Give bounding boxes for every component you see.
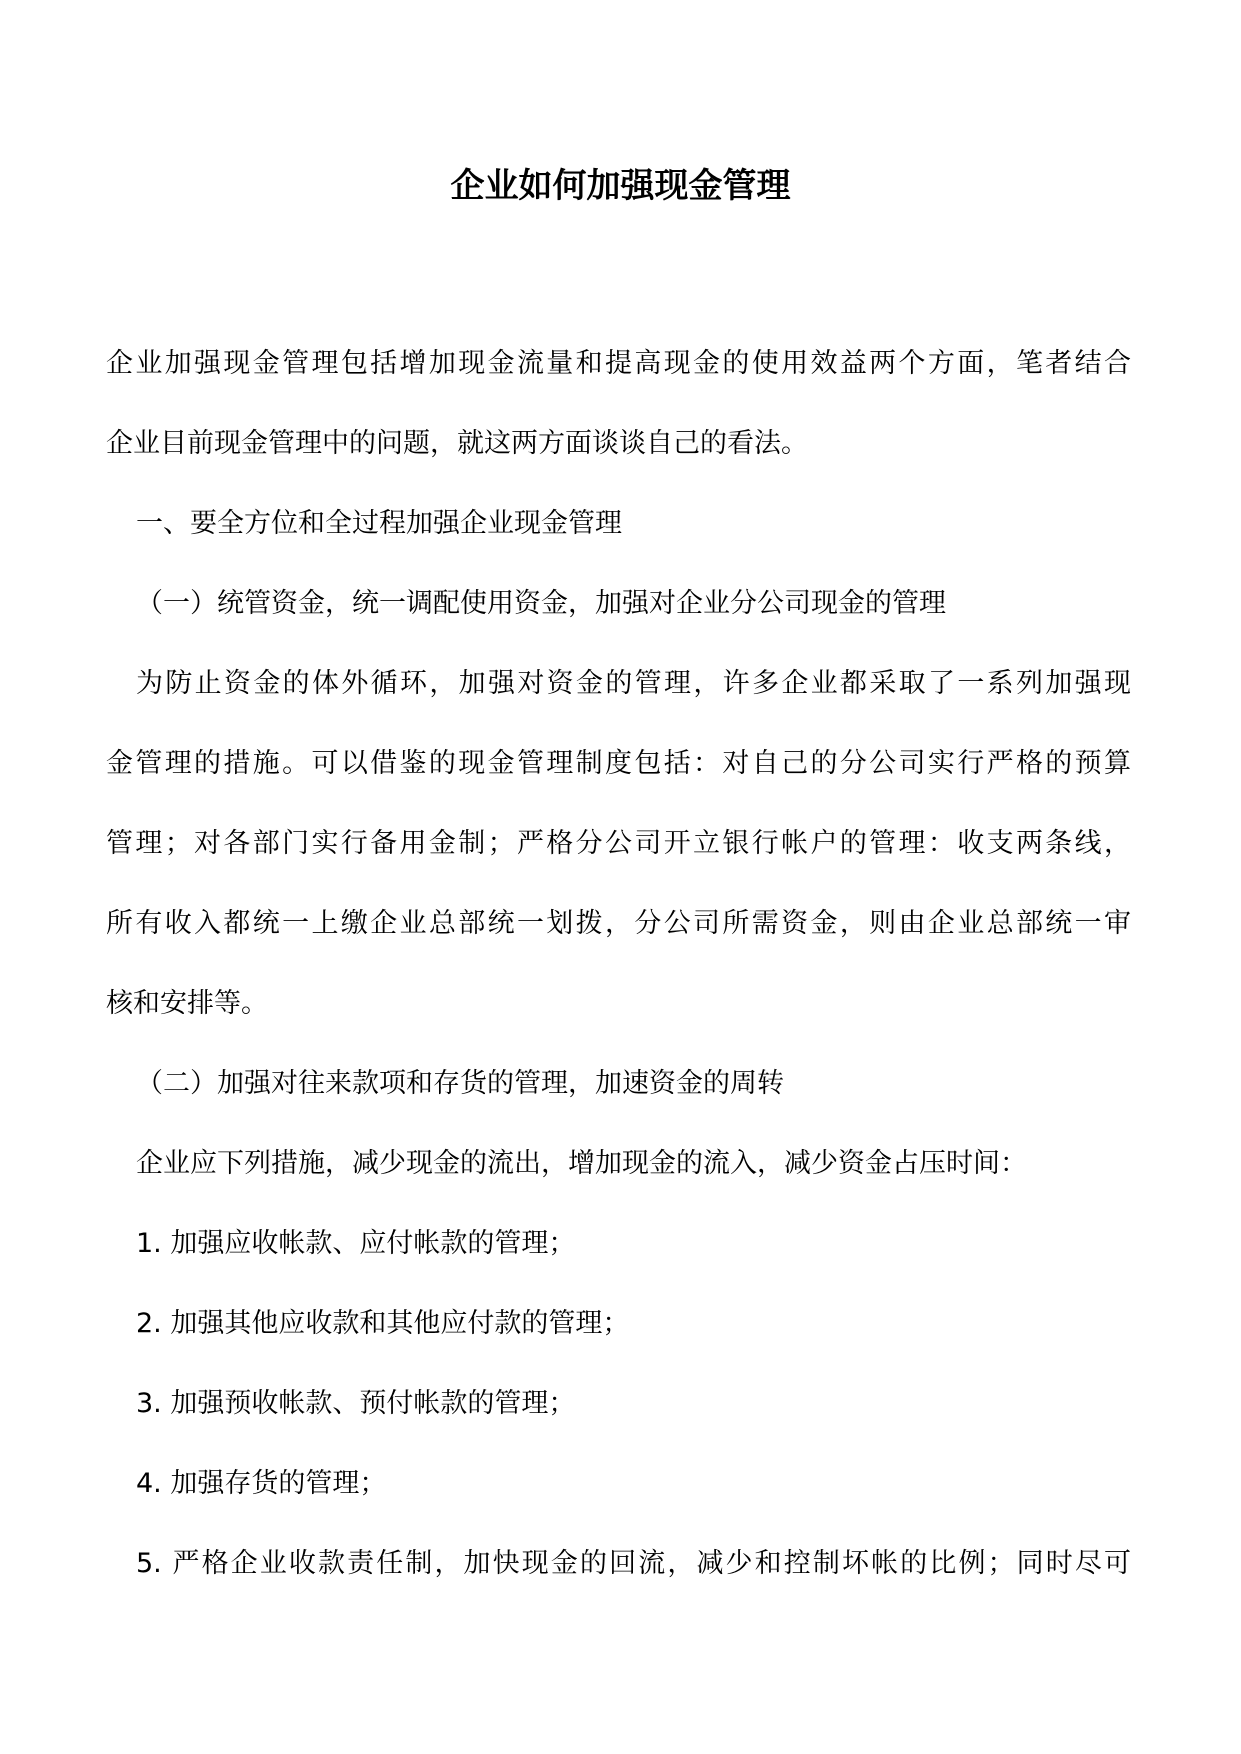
subsection-heading: （二）加强对往来款项和存货的管理，加速资金的周转: [136, 1068, 784, 1099]
paragraph-line: 金管理的措施。可以借鉴的现金管理制度包括：对自己的分公司实行严格的预算: [106, 748, 1131, 779]
section-heading: 一、要全方位和全过程加强企业现金管理: [136, 508, 622, 539]
paragraph-line: 核和安排等。: [106, 988, 268, 1019]
list-item: 3. 加强预收帐款、预付帐款的管理；: [136, 1388, 576, 1419]
paragraph-line: 管理；对各部门实行备用金制；严格分公司开立银行帐户的管理：收支两条线，: [106, 828, 1131, 859]
document-title: 企业如何加强现金管理: [450, 166, 791, 206]
list-item: 5. 严格企业收款责任制，加快现金的回流，减少和控制坏帐的比例；同时尽可: [136, 1548, 1131, 1579]
paragraph-line: 企业目前现金管理中的问题，就这两方面谈谈自己的看法。: [106, 428, 808, 459]
paragraph-line: 企业加强现金管理包括增加现金流量和提高现金的使用效益两个方面，笔者结合: [106, 348, 1131, 379]
paragraph-line: 企业应下列措施，减少现金的流出，增加现金的流入，减少资金占压时间：: [136, 1148, 1027, 1179]
list-item: 1. 加强应收帐款、应付帐款的管理；: [136, 1228, 576, 1259]
list-item: 2. 加强其他应收款和其他应付款的管理；: [136, 1308, 630, 1339]
list-item: 4. 加强存货的管理；: [136, 1468, 387, 1499]
subsection-heading: （一）统管资金，统一调配使用资金，加强对企业分公司现金的管理: [136, 588, 946, 619]
paragraph-line: 为防止资金的体外循环，加强对资金的管理，许多企业都采取了一系列加强现: [136, 668, 1131, 699]
paragraph-line: 所有收入都统一上缴企业总部统一划拨，分公司所需资金，则由企业总部统一审: [106, 908, 1131, 939]
